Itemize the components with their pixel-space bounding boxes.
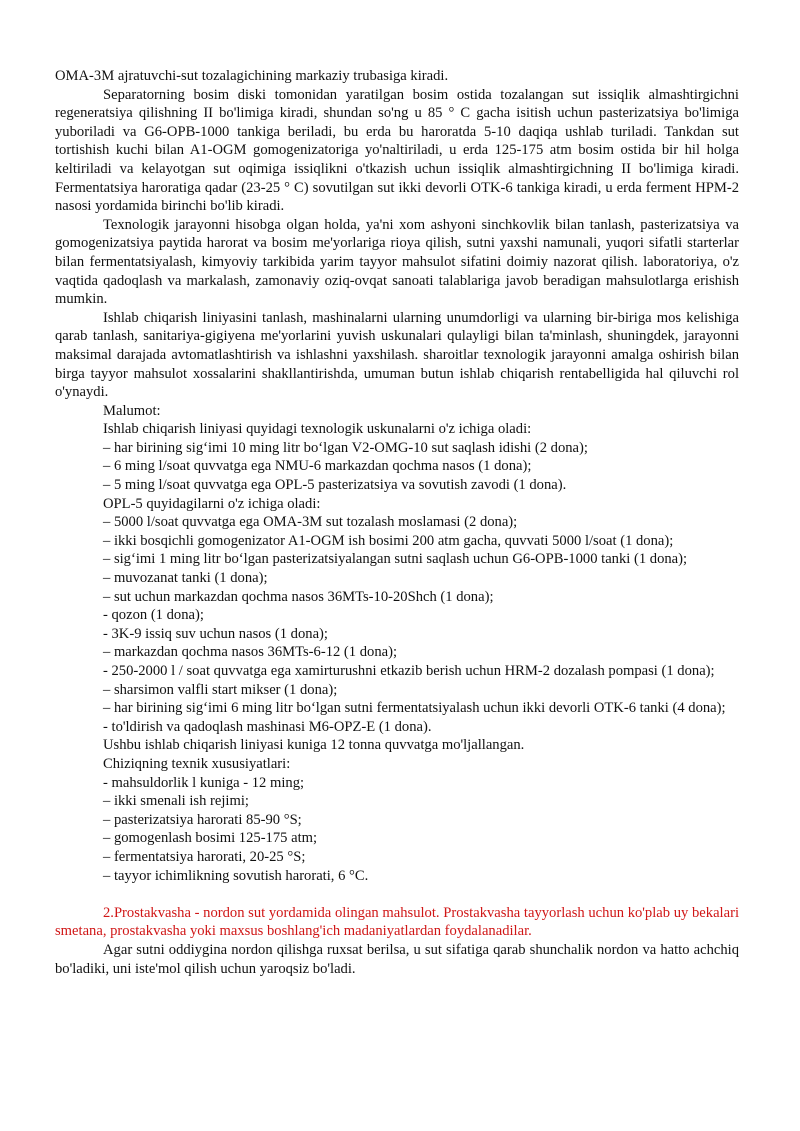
spec-item: – pasterizatsiya harorati 85-90 °S; (103, 811, 302, 828)
equipment-item: – ikki bosqichli gomogenizator A1-OGM ish bosimi 200 atm gacha, quvvati 5000 l/soat (1 dona); (103, 532, 674, 549)
equipment-item: - to'ldirish va qadoqlash mashinasi M6-OPZ-E (1 dona). (103, 718, 432, 735)
opl-intro: OPL-5 quyidagilarni o'z ichiga oladi: (103, 495, 321, 512)
paragraph-technology: Texnologik jarayonni hisobga olgan holda, ya'ni xom ashyoni sinchkovlik bilan tanlash, pasterizatsiya va gomogenizatsiya paytida harorat va bosim me'yorlariga rioya qilish, sutni yaxshi namunali, yuqori sifatli starterlar bilan fermentatsiyalash, kimyoviy tarkibida yarim tayyor mahsulot sifatini doimiy nazorat qilish. laboratoriya, o'z vaqtida qadoqlash va markalash, zamonaviy oziq-ovqat sanoati talablariga javob beradigan mahsulotlarga erishish mumkin. (55, 216, 739, 308)
equipment-item: - qozon (1 dona); (103, 607, 204, 624)
spec-item: – fermentatsiya harorati, 20-25 °S; (103, 848, 306, 865)
equipment-item: – har birining sig‘imi 10 ming litr bo‘lgan V2-OMG-10 sut saqlash idishi (2 dona); (103, 439, 588, 456)
capacity-note: Ushbu ishlab chiqarish liniyasi kuniga 12 tonna quvvatga mo'ljallangan. (103, 737, 525, 754)
equipment-item: – 6 ming l/soat quvvatga ega NMU-6 markazdan qochma nasos (1 dona); (103, 458, 532, 475)
document-page (55, 67, 739, 978)
spec-item: – gomogenlash bosimi 125-175 atm; (103, 830, 318, 847)
equipment-item: – har birining sig‘imi 6 ming litr bo‘lgan sutni fermentatsiyalash uchun ikki devorli OTK-6 tanki (4 dona); (103, 700, 726, 717)
equipment-item: – sharsimon valfli start mikser (1 dona); (103, 681, 338, 698)
info-intro: Ishlab chiqarish liniyasi quyidagi texnologik uskunalarni o'z ichiga oladi: (103, 421, 532, 438)
paragraph-intro: OMA-3M ajratuvchi-sut tozalagichining markaziy trubasiga kiradi. (55, 68, 449, 84)
info-heading: Malumot: (103, 402, 161, 419)
paragraph-line-selection: Ishlab chiqarish liniyasini tanlash, mashinalarni ularning unumdorligi va ularning bir-biriga mos kelishiga qarab tanlash, sanitariya-gigiyena me'yorlarini yuvish uskunalari qulayligi bilan ta'minlash, shuningdek, jarayonni maksimal darajada avtomatlashtirish va ishlashni yaxshilash. sharoitlar texnologik jarayonni amalga oshirish bilan birga tayyor mahsulot xossalarini shakllantirishda, umuman butun ishlab chiqarish rentabelligida hal qiluvchi rol o'ynaydi. (55, 309, 739, 401)
equipment-item: – muvozanat tanki (1 dona); (103, 570, 268, 587)
equipment-item: – sig‘imi 1 ming litr bo‘lgan pasterizatsiyalangan sutni saqlash uchun G6-OPB-1000 tanki (1 dona); (103, 551, 688, 568)
spec-item: – ikki smenali ish rejimi; (103, 793, 249, 810)
equipment-item: - 3K-9 issiq suv uchun nasos (1 dona); (103, 625, 328, 642)
specs-heading: Chiziqning texnik xususiyatlari: (103, 755, 291, 772)
spec-item: - mahsuldorlik l kuniga - 12 ming; (103, 774, 305, 791)
equipment-item: – 5 ming l/soat quvvatga ega OPL-5 pasterizatsiya va sovutish zavodi (1 dona). (103, 477, 567, 494)
paragraph-separator: Separatorning bosim diski tomonidan yaratilgan bosim ostida tozalangan sut issiqlik almashtirgichni regeneratsiya qilishning II bo'limiga kiradi, shundan so'ng u 85 ° C gacha isitish uchun pasterizatsiya bo'limiga yuboriladi va G6-OPB-1000 tankiga beriladi, bu erda bu haroratda 5-10 daqiqa ushlab turiladi. Tankdan sut tortishish kuchi bilan A1-OGM gomogenizatoriga yo'naltiriladi, u erda 125-175 atm bosim ostida bir hil holga keltiriladi va kelayotgan sut oqimiga issiqlikni o'tkazish uchun issiqlik almashtirgichning II bo'limiga kiradi. Fermentatsiya haroratiga qadar (23-25 ° C) sovutilgan sut ikki devorli OTK-6 tankiga kiradi, u erda ferment HPM-2 nasosi yordamida birinchi bo'lib kiradi. (55, 86, 739, 215)
equipment-item: – markazdan qochma nasos 36MTs-6-12 (1 dona); (103, 644, 398, 661)
section-2-heading: 2.Prostakvasha - nordon sut yordamida olingan mahsulot. Prostakvasha tayyorlash uchun ko'plab uy bekalari smetana, prostakvasha yoki maxsus boshlang'ich madaniyatlardan foydalanadilar. (55, 904, 739, 940)
paragraph-sour-milk: Agar sutni oddiygina nordon qilishga ruxsat berilsa, u sut sifatiga qarab shunchalik nordon va hatto achchiq bo'ladiki, uni iste'mol qilish uchun yaroqsiz bo'ladi. (55, 941, 739, 977)
equipment-item: – sut uchun markazdan qochma nasos 36MTs-10-20Shch (1 dona); (103, 588, 494, 605)
equipment-item: – 5000 l/soat quvvatga ega OMA-3M sut tozalash moslamasi (2 dona); (103, 514, 518, 531)
equipment-item: - 250-2000 l / soat quvvatga ega xamirturushni etkazib berish uchun HRM-2 dozalash pompasi (1 dona); (103, 663, 715, 679)
spacer (55, 885, 739, 904)
spec-item: – tayyor ichimlikning sovutish harorati, 6 °C. (103, 867, 369, 884)
